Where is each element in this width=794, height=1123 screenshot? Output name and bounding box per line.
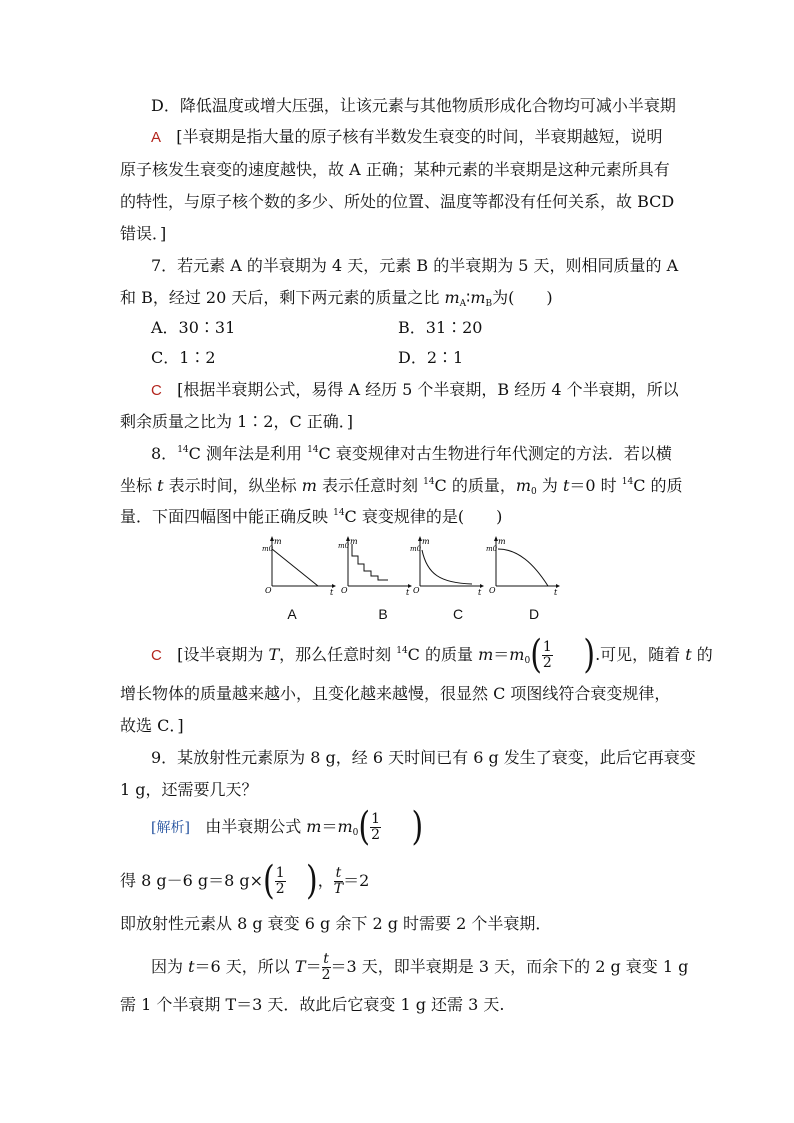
q8-explanation-line-1: C [设半衰期为 T，那么任意时刻 $^{14}$C 的质量 $m=m_0$( $\frac{1}{2}$ ).可见，随着 t 的 <box>151 632 713 678</box>
svg-text:O: O <box>413 586 420 595</box>
q9-solution-line-1: [解析] 由半衰期公式 $m=m_0$( $\frac{1}{2}$ ) <box>151 804 424 850</box>
svg-text:m0: m0 <box>486 545 498 553</box>
q8-stem-line-3: 量．下面四幅图中能正确反映 $^{14}$C 衰变规律的是( ) <box>120 507 503 526</box>
q7-option-d: D．2∶1 <box>398 348 464 367</box>
q6-explanation-line-4: 错误．] <box>120 224 167 243</box>
graph-d <box>486 536 561 596</box>
svg-text:m: m <box>274 537 282 546</box>
q7-option-c: C．1∶2 <box>151 348 216 367</box>
graph-label-b: B <box>378 606 388 622</box>
q7-explanation-line-2: 剩余质量之比为 1∶2，C 正确．] <box>120 412 354 431</box>
svg-text:m0: m0 <box>262 545 274 553</box>
svg-text:t: t <box>406 588 410 596</box>
q7-option-b: B．31∶20 <box>398 318 483 337</box>
svg-text:m: m <box>422 537 430 546</box>
graph-label-d: D <box>528 606 540 622</box>
q8-answer: C <box>151 647 162 664</box>
svg-text:m0: m0 <box>338 542 350 550</box>
q9-solution-line-2: 得 8 g－6 g＝8 g×( $\frac{1}{2}$ )， $\frac{t}{T}$ ＝2 <box>120 858 370 904</box>
fraction-one-half: $\frac{1}{2}$ <box>542 639 552 671</box>
svg-text:t: t <box>330 588 334 596</box>
svg-text:O: O <box>341 586 348 595</box>
svg-text:m0: m0 <box>410 545 422 553</box>
q7-stem-line-2: 和 B，经过 20 天后，剩下两元素的质量之比 $m_A∶m_B$为( ) <box>120 288 553 309</box>
graph-a <box>262 536 337 596</box>
option-d-text: D．降低温度或增大压强，让该元素与其他物质形成化合物均可减小半衰期 <box>151 96 676 115</box>
q9-stem-line-1: 9．某放射性元素原为 8 g，经 6 天时间已有 6 g 发生了衰变，此后它再衰变 <box>151 748 696 767</box>
q9-stem-line-2: 1 g，还需要几天？ <box>120 780 258 799</box>
analysis-tag: [解析] <box>151 820 190 836</box>
q8-explanation-line-2: 增长物体的质量越来越小，且变化越来越慢，很显然 C 项图线符合衰变规律， <box>120 684 671 703</box>
q6-explanation-line-2: 原子核发生衰变的速度越快，故 A 正确；某种元素的半衰期是这种元素所具有 <box>120 160 670 179</box>
q9-solution-line-4: 因为 t＝6 天，所以 T＝ $\frac{t}{2}$ ＝3 天，即半衰期是 3 天，而余下的 2 g 衰变 1 g <box>151 951 689 983</box>
svg-text:t: t <box>554 588 558 596</box>
q7-explanation-line-1: C [根据半衰期公式，易得 A 经历 5 个半衰期，B 经历 4 个半衰期，所以 <box>151 380 679 399</box>
svg-text:t: t <box>478 588 482 596</box>
q8-stem-line-1: 8．$^{14}$C 测年法是利用 $^{14}$C 衰变规律对古生物进行年代测定的方法．若以横 <box>151 444 672 463</box>
graph-b <box>338 536 413 596</box>
q7-option-a: A．30∶31 <box>151 318 236 337</box>
q7-stem-line-1: 7．若元素 A 的半衰期为 4 天，元素 B 的半衰期为 5 天，则相同质量的 A <box>151 256 679 275</box>
q6-explanation-line-3: 的特性，与原子核个数的多少、所处的位置、温度等都没有任何关系，故 BCD <box>120 192 675 211</box>
q9-solution-line-3: 即放射性元素从 8 g 衰变 6 g 余下 2 g 时需要 2 个半衰期． <box>120 914 552 933</box>
svg-text:m: m <box>498 537 506 546</box>
svg-text:m: m <box>350 537 358 546</box>
q6-answer: A <box>151 129 162 146</box>
q8-explanation-line-3: 故选 C．] <box>120 716 184 735</box>
q8-stem-line-2: 坐标 t 表示时间，纵坐标 m 表示任意时刻 $^{14}$C 的质量，$m_0$ 为 t＝0 时 $^{14}$C 的质 <box>120 476 683 497</box>
graph-label-a: A <box>287 606 297 622</box>
graph-c <box>410 536 485 596</box>
svg-text:O: O <box>489 586 496 595</box>
q9-solution-line-5: 需 1 个半衰期 T＝3 天．故此后它衰变 1 g 还需 3 天. <box>120 995 505 1014</box>
q6-explanation-line-1: A [半衰期是指大量的原子核有半数发生衰变的时间，半衰期越短，说明 <box>151 127 663 146</box>
graph-label-c: C <box>452 606 464 622</box>
svg-text:O: O <box>265 586 272 595</box>
q7-answer: C <box>151 382 162 399</box>
